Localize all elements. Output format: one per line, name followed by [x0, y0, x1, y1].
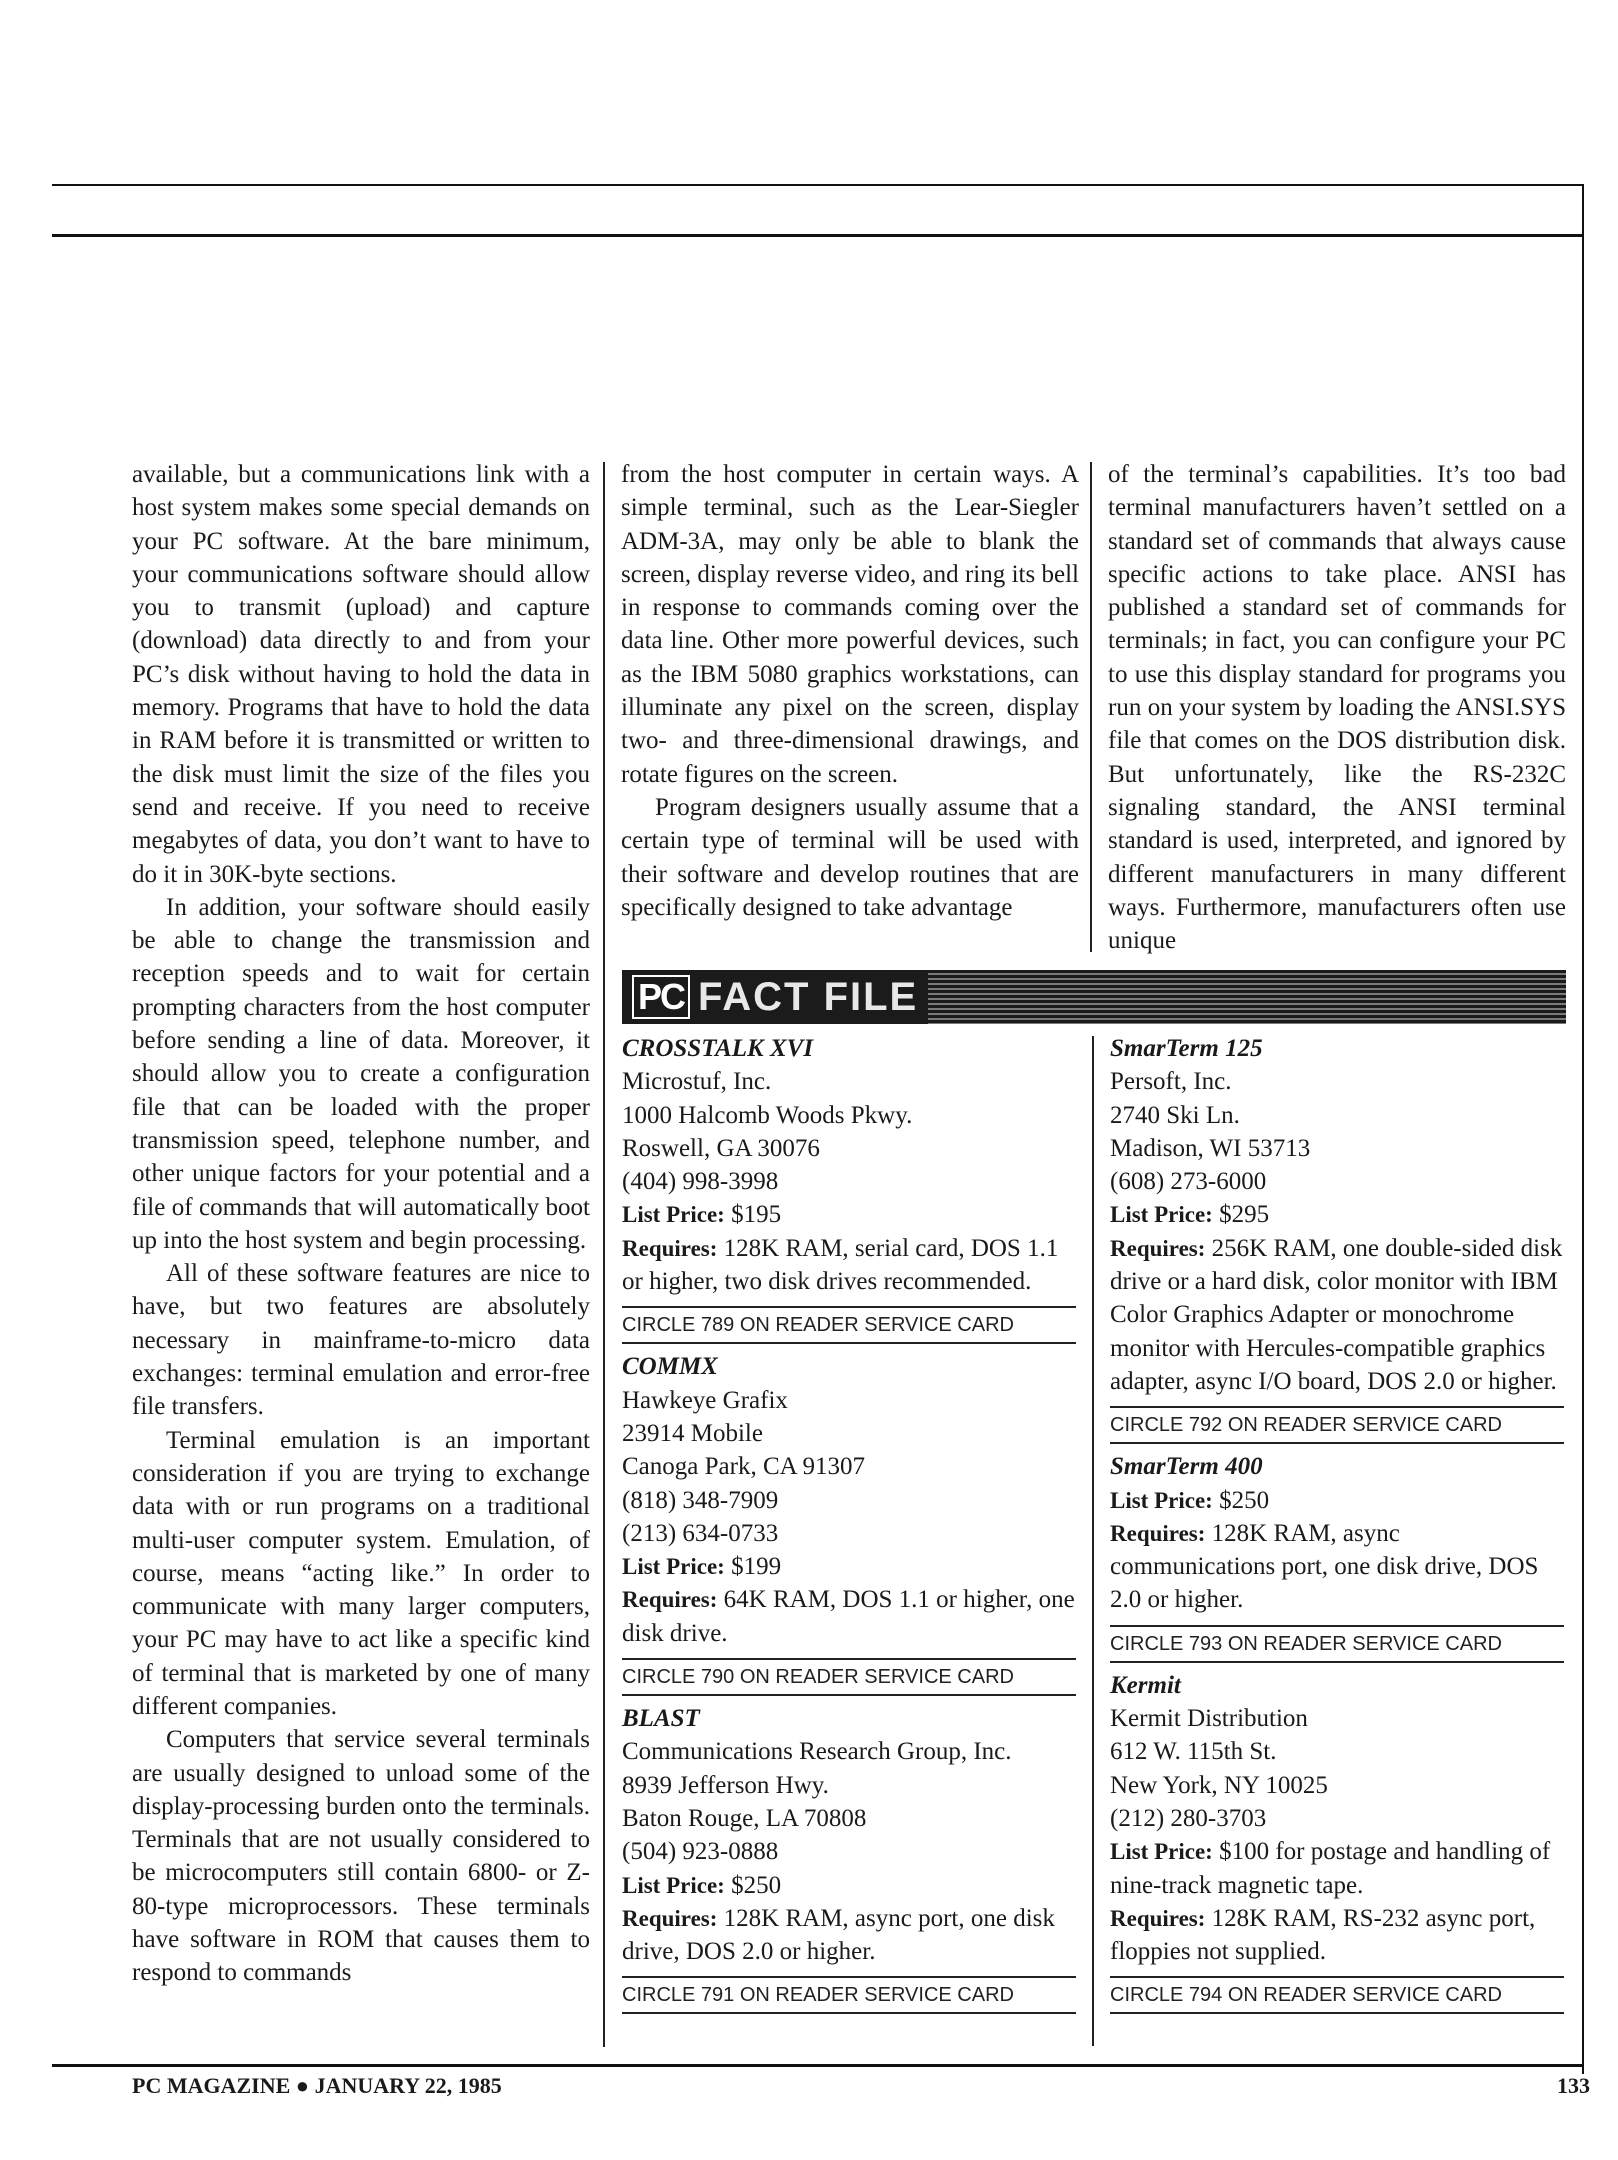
- address-line: Canoga Park, CA 91307: [622, 1453, 866, 1481]
- list-price: [622, 1869, 1076, 1902]
- fact-file-title: FACT FILE: [698, 974, 919, 1019]
- list-price-label: List Price:: [622, 1872, 725, 1898]
- fact-file-divider: [1092, 1036, 1094, 2046]
- reader-service-line: CIRCLE 790 ON READER SERVICE CARD: [622, 1658, 1076, 1696]
- product-name: SmarTerm 125: [1110, 1035, 1263, 1062]
- list-price: [622, 1198, 1076, 1231]
- address-line: 23914 Mobile: [622, 1419, 763, 1447]
- address-line: New York, NY 10025: [1110, 1771, 1328, 1799]
- list-price-value: $100 for postage and handling of nine-track magnetic tape.: [1110, 1838, 1551, 1899]
- paragraph: of the terminal’s capabilities. It’s too bad terminal manufacturers haven’t settled on a standard set of commands that always cause specific actions to take place. ANSI has published a standard set of commands for terminals; in fact, you can configure your PC to use this display standard for programs you run on your system by loading the ANSI.SYS file that comes on the DOS distribution disk. But unfortunately, like the RS-232C signaling standard, the ANSI terminal standard is used, interpreted, and ignored by different manufacturers in many different ways. Furthermore, manufacturers often use unique: [1108, 461, 1566, 955]
- address-line: 8939 Jefferson Hwy.: [622, 1771, 829, 1799]
- requirements-label: Requires:: [1110, 1905, 1206, 1931]
- paragraph: Program designers usually assume that a certain type of terminal will be used with their software and develop routines that are specifically designed to take advantage: [621, 793, 1079, 921]
- address-line: Communications Research Group, Inc.: [622, 1738, 1012, 1766]
- requirements: [1110, 1232, 1564, 1398]
- reader-service-line: CIRCLE 793 ON READER SERVICE CARD: [1110, 1625, 1564, 1663]
- address-line: (404) 998-3998: [622, 1168, 779, 1196]
- reader-service-line: CIRCLE 794 ON READER SERVICE CARD: [1110, 1976, 1564, 2014]
- address-line: 2740 Ski Ln.: [1110, 1101, 1240, 1129]
- list-price-label: List Price:: [622, 1554, 725, 1580]
- page-number: 133: [1557, 2073, 1590, 2098]
- list-price-value: $250: [724, 1871, 782, 1899]
- address-line: (608) 273-6000: [1110, 1168, 1267, 1196]
- product-name: CROSSTALK XVI: [622, 1035, 814, 1062]
- requirements-label: Requires:: [622, 1587, 718, 1613]
- list-price: [1110, 1484, 1564, 1517]
- product-entry: [1110, 1032, 1564, 1444]
- reader-service-line: CIRCLE 791 ON READER SERVICE CARD: [622, 1976, 1076, 2014]
- product-entry: [622, 1702, 1076, 2014]
- header-right-rule: [1582, 184, 1584, 2074]
- address-line: (212) 280-3703: [1110, 1804, 1267, 1832]
- paragraph: from the host computer in certain ways. A simple terminal, such as the Lear-Siegler ADM-3A, may only be able to blank the screen, display reverse video, and ring its bell in response to commands coming over the data line. Other more powerful devices, such as the IBM 5080 graphics workstations, can illuminate any pixel on the screen, display two- and three-dimensional drawings, and rotate figures on the screen.: [621, 461, 1079, 788]
- product-entry: [622, 1350, 1076, 1696]
- address-line: (504) 923-0888: [622, 1838, 779, 1866]
- requirements: [622, 1232, 1076, 1299]
- fact-file-right-column: [1110, 1032, 1564, 2020]
- footer-publication: PC MAGAZINE ● JANUARY 22, 1985: [132, 2073, 502, 2098]
- requirements-value: 128K RAM, async port, one disk drive, DOS 2.0 or higher.: [622, 1904, 1055, 1966]
- list-price-label: List Price:: [622, 1202, 725, 1228]
- product-name: Kermit: [1110, 1671, 1181, 1699]
- list-price-label: List Price:: [1110, 1487, 1213, 1513]
- fact-file-banner: [622, 970, 1566, 1024]
- requirements: [1110, 1517, 1564, 1617]
- article-column-1: [132, 458, 590, 1990]
- address-line: (818) 348-7909: [622, 1486, 779, 1514]
- pc-logo-mark: PC: [632, 975, 690, 1019]
- product-name: SmarTerm 400: [1110, 1453, 1263, 1481]
- requirements-label: Requires:: [622, 1235, 718, 1261]
- address-line: (213) 634-0733: [622, 1519, 779, 1547]
- footer-rule: [52, 2064, 1584, 2067]
- list-price: [1110, 1835, 1564, 1902]
- list-price-value: $199: [724, 1553, 782, 1581]
- list-price-label: List Price:: [1110, 1839, 1213, 1865]
- product-entry: [1110, 1450, 1564, 1662]
- column-divider-1: [603, 462, 605, 2047]
- list-price: [622, 1550, 1076, 1583]
- article-column-2: [621, 458, 1079, 924]
- address-line: Microstuf, Inc.: [622, 1068, 772, 1096]
- address-line: 612 W. 115th St.: [1110, 1738, 1277, 1766]
- paragraph: available, but a communications link with a host system makes some special demands on your PC software. At the bare minimum, your communications software should allow you to transmit (upload) and capture (download) data directly to and from your PC’s disk without having to hold the data in memory. Programs that have to hold the data in RAM before it is transmitted or written to the disk must limit the size of the files you send and receive. If you need to receive megabytes of data, you don’t want to have to do it in 30K-byte sections.: [132, 461, 590, 888]
- requirements-value: 128K RAM, RS-232 async port, floppies not supplied.: [1110, 1904, 1536, 1966]
- requirements: [622, 1583, 1076, 1650]
- list-price-label: List Price:: [1110, 1202, 1213, 1228]
- requirements-value: 128K RAM, async communications port, one disk drive, DOS 2.0 or higher.: [1110, 1519, 1539, 1614]
- address-line: Persoft, Inc.: [1110, 1068, 1232, 1096]
- list-price: [1110, 1198, 1564, 1231]
- column-divider-2: [1090, 462, 1092, 952]
- requirements: [622, 1902, 1076, 1969]
- product-name: COMMX: [622, 1353, 718, 1381]
- reader-service-line: CIRCLE 789 ON READER SERVICE CARD: [622, 1306, 1076, 1344]
- paragraph: Terminal emulation is an important consideration if you are trying to exchange data with or run programs on a traditional multi-user computer system. Emulation, of course, means “acting like.” In order to communicate with many larger computers, your PC may have to act like a specific kind of terminal that is marketed by one of many different companies.: [132, 1426, 590, 1720]
- fact-file-logo: [622, 970, 928, 1024]
- address-line: Kermit Distribution: [1110, 1705, 1308, 1733]
- requirements-label: Requires:: [1110, 1520, 1206, 1546]
- product-name: BLAST: [622, 1705, 700, 1733]
- address-line: Roswell, GA 30076: [622, 1134, 820, 1162]
- address-line: 1000 Halcomb Woods Pkwy.: [622, 1101, 913, 1129]
- address-line: Baton Rouge, LA 70808: [622, 1804, 867, 1832]
- list-price-value: $250: [1212, 1486, 1270, 1514]
- header-top-rule: [52, 184, 1584, 186]
- product-entry: [1110, 1669, 1564, 2015]
- address-line: Hawkeye Grafix: [622, 1386, 788, 1414]
- reader-service-line: CIRCLE 792 ON READER SERVICE CARD: [1110, 1406, 1564, 1444]
- paragraph: Computers that service several terminals are usually designed to unload some of the display-processing burden onto the terminals. Terminals that are not usually considered to be microcomputers still contain 6800- or Z-80-type microprocessors. These terminals have software in ROM that causes them to respond to commands: [132, 1726, 590, 1987]
- paragraph: All of these software features are nice to have, but two features are absolutely necessary in mainframe-to-micro data exchanges: terminal emulation and error-free file transfers.: [132, 1260, 590, 1421]
- list-price-value: $295: [1212, 1201, 1270, 1229]
- requirements-value: 64K RAM, DOS 1.1 or higher, one disk drive.: [622, 1586, 1075, 1647]
- article-column-3: [1108, 458, 1566, 957]
- requirements-label: Requires:: [1110, 1235, 1206, 1261]
- fact-file-left-column: [622, 1032, 1076, 2020]
- address-line: Madison, WI 53713: [1110, 1134, 1311, 1162]
- requirements: [1110, 1902, 1564, 1969]
- requirements-value: 256K RAM, one double-sided disk drive or a hard disk, color monitor with IBM Color Graphics Adapter or monochrome monitor with Hercules-compatible graphics adapter, async I/O board, DOS 2.0 or higher.: [1110, 1234, 1563, 1395]
- requirements-value: 128K RAM, serial card, DOS 1.1 or higher, two disk drives recommended.: [622, 1234, 1059, 1296]
- product-entry: [622, 1032, 1076, 1344]
- paragraph: In addition, your software should easily be able to change the transmission and reception speeds and to wait for certain prompting characters from the host computer before sending a line of data. Moreover, it should allow you to create a configuration file that can be loaded with the proper transmission speed, telephone number, and other unique factors for your potential and a file of commands that will automatically boot up into the host system and begin processing.: [132, 893, 590, 1254]
- header-bottom-rule: [52, 234, 1584, 237]
- list-price-value: $195: [724, 1201, 782, 1229]
- requirements-label: Requires:: [622, 1905, 718, 1931]
